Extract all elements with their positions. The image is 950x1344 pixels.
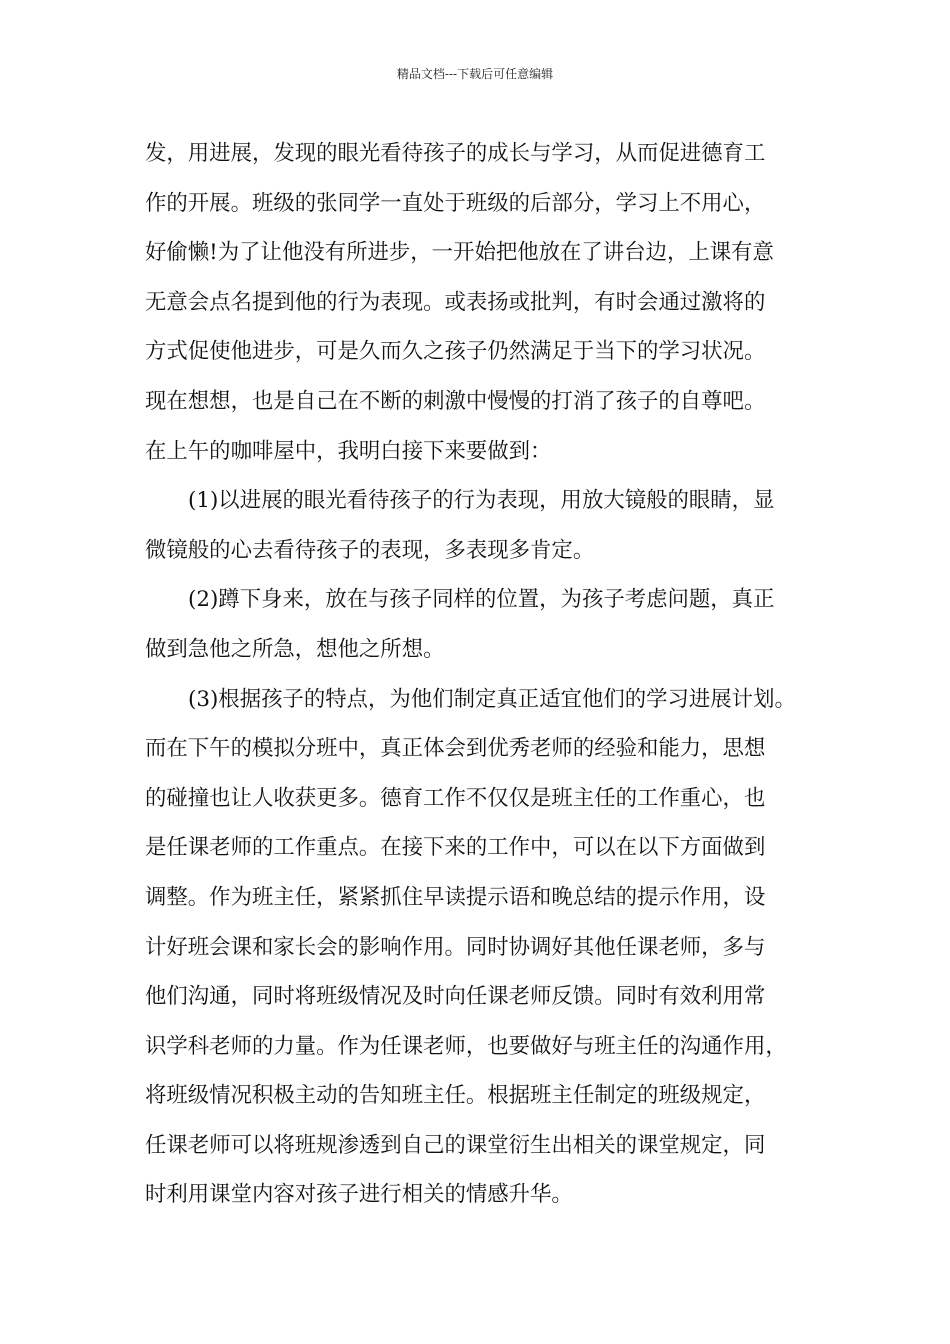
list-item-2-line: (2)蹲下身来，放在与孩子同样的位置，为孩子考虑问题，真正 bbox=[188, 587, 775, 613]
text-line: 方式促使他进步，可是久而久之孩子仍然满足于当下的学习状况。 bbox=[145, 339, 766, 365]
list-item-1-line: (1)以进展的眼光看待孩子的行为表现，用放大镜般的眼睛，显 bbox=[188, 488, 775, 514]
text-line: 计好班会课和家长会的影响作用。同时协调好其他任课老师，多与 bbox=[145, 934, 766, 960]
text-line: 将班级情况积极主动的告知班主任。根据班主任制定的班级规定， bbox=[145, 1083, 766, 1109]
text-line: 调整。作为班主任，紧紧抓住早读提示语和晚总结的提示作用，设 bbox=[145, 884, 766, 910]
body-text bbox=[145, 129, 835, 1220]
text-line: 是任课老师的工作重点。在接下来的工作中，可以在以下方面做到 bbox=[145, 835, 766, 861]
list-item-1-line: 微镜般的心去看待孩子的表现，多表现多肯定。 bbox=[145, 537, 595, 563]
text-line: 而在下午的模拟分班中，真正体会到优秀老师的经验和能力，思想 bbox=[145, 736, 766, 762]
text-line: 任课老师可以将班规渗透到自己的课堂衍生出相关的课堂规定，同 bbox=[145, 1132, 766, 1158]
text-line: 在上午的咖啡屋中，我明白接下来要做到： bbox=[145, 438, 552, 464]
page-header: 精品文档---下载后可任意编辑 bbox=[396, 67, 554, 81]
text-line: 时利用课堂内容对孩子进行相关的情感升华。 bbox=[145, 1182, 573, 1208]
text-line: 作的开展。班级的张同学一直处于班级的后部分，学习上不用心， bbox=[145, 190, 766, 216]
list-item-3-line: (3)根据孩子的特点，为他们制定真正适宜他们的学习进展计划。 bbox=[188, 686, 796, 712]
text-line: 发，用进展，发现的眼光看待孩子的成长与学习，从而促进德育工 bbox=[145, 141, 766, 166]
text-line: 无意会点名提到他的行为表现。或表扬或批判，有时会通过激将的 bbox=[145, 289, 766, 315]
text-line: 的碰撞也让人收获更多。德育工作不仅仅是班主任的工作重心，也 bbox=[145, 785, 766, 811]
text-line: 识学科老师的力量。作为任课老师，也要做好与班主任的沟通作用， bbox=[145, 1033, 787, 1059]
text-line: 好偷懒!为了让他没有所进步，一开始把他放在了讲台边，上课有意 bbox=[145, 240, 774, 266]
list-item-2-line: 做到急他之所急，想他之所想。 bbox=[145, 636, 445, 662]
text-line: 现在想想，也是自己在不断的刺激中慢慢的打消了孩子的自尊吧。 bbox=[145, 388, 766, 414]
text-line: 他们沟通，同时将班级情况及时向任课老师反馈。同时有效利用常 bbox=[145, 984, 766, 1010]
